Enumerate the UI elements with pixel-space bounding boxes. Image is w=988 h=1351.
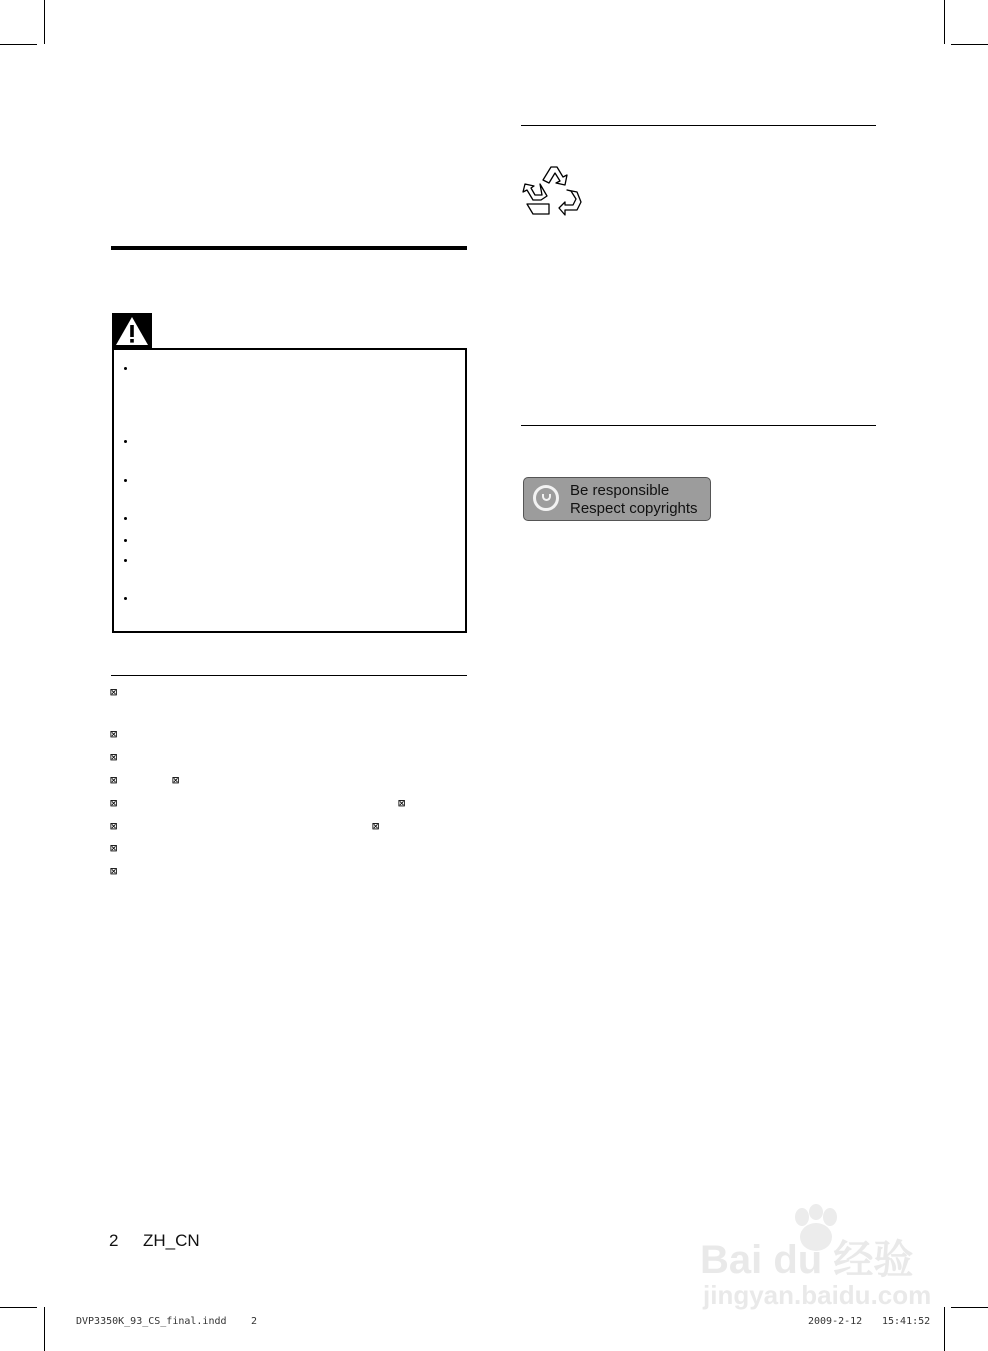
warning-icon [112, 313, 152, 349]
missing-glyph: ⊠ [110, 750, 118, 764]
copyright-badge-icon [533, 485, 559, 511]
bullet [124, 479, 127, 482]
missing-glyph: ⊠ [110, 796, 118, 810]
slug-file: DVP3350K_93_CS_final.indd [76, 1316, 227, 1327]
bullet [124, 367, 127, 370]
bullet [124, 559, 127, 562]
crop-mark [0, 44, 37, 45]
crop-mark [44, 0, 45, 44]
copyright-badge [523, 477, 711, 521]
bullet [124, 517, 127, 520]
crop-mark [944, 0, 945, 44]
bullet [124, 597, 127, 600]
crop-mark [0, 1307, 37, 1308]
missing-glyph: ⊠ [172, 773, 180, 787]
page-number: 2 [109, 1231, 119, 1250]
missing-glyph: ⊠ [110, 841, 118, 855]
section-rule [111, 675, 467, 676]
bullet [124, 539, 127, 542]
crop-mark [951, 44, 988, 45]
missing-glyph: ⊠ [398, 796, 406, 810]
language-code: ZH_CN [143, 1231, 200, 1250]
slug-time: 15:41:52 [882, 1316, 931, 1327]
slug-date: 2009-2-12 [808, 1316, 863, 1327]
missing-glyph: ⊠ [110, 864, 118, 878]
warning-box [112, 348, 467, 633]
section-rule [521, 425, 876, 426]
recycle-icon [521, 164, 585, 226]
missing-glyph: ⊠ [110, 727, 118, 741]
missing-glyph: ⊠ [372, 819, 380, 833]
bullet [124, 440, 127, 443]
badge-line-2: Respect copyrights [570, 500, 698, 517]
missing-glyph: ⊠ [110, 819, 118, 833]
section-rule [521, 125, 876, 126]
missing-glyph: ⊠ [110, 685, 118, 699]
slug-page: 2 [251, 1316, 258, 1327]
crop-mark [944, 1307, 945, 1351]
watermark-url: jingyan.baidu.com [703, 1280, 932, 1310]
missing-glyph: ⊠ [110, 773, 118, 787]
badge-line-1: Be responsible [570, 482, 670, 499]
crop-mark [44, 1307, 45, 1351]
crop-mark [951, 1307, 988, 1308]
watermark-brand: Bai du 经验 [700, 1238, 914, 1282]
section-rule [111, 246, 467, 250]
